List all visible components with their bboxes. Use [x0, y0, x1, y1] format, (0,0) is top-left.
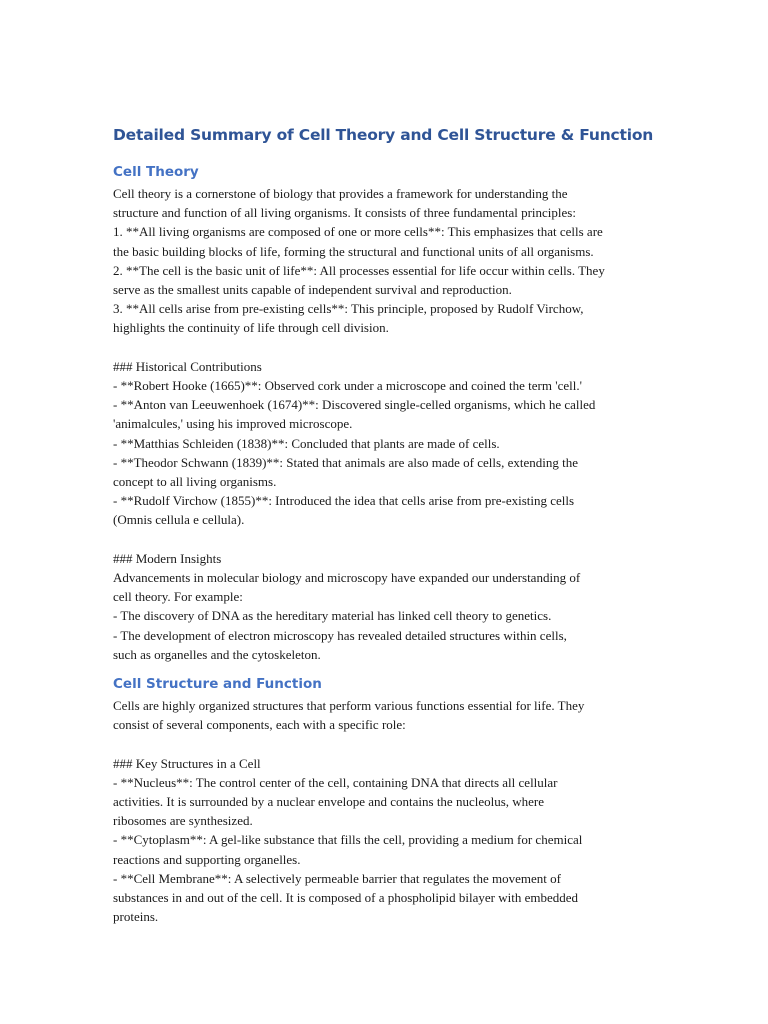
text-line: - **Matthias Schleiden (1838)**: Concluded that plants are made of cells.: [113, 435, 500, 451]
text-line: cell theory. For example:: [113, 589, 243, 605]
text-line: - **Nucleus**: The control center of the cell, containing DNA that directs all cellular: [113, 774, 558, 790]
section-heading-cell-structure: Cell Structure and Function: [113, 676, 322, 693]
text-line: such as organelles and the cytoskeleton.: [113, 646, 321, 662]
text-line: - **Theodor Schwann (1839)**: Stated that animals are also made of cells, extending the: [113, 454, 578, 470]
text-line: 'animalcules,' using his improved microscope.: [113, 416, 353, 432]
blank-line: [113, 338, 658, 357]
text-line: ### Modern Insights: [113, 550, 222, 566]
text-line: - The development of electron microscopy has revealed detailed structures within cells,: [113, 627, 567, 643]
text-line: - **Robert Hooke (1665)**: Observed cork under a microscope and coined the term 'cell.': [113, 378, 582, 394]
text-line: Cell theory is a cornerstone of biology that provides a framework for understanding the: [113, 186, 568, 201]
text-line: - **Rudolf Virchow (1855)**: Introduced the idea that cells arise from pre-existing cells: [113, 493, 575, 509]
document-body: [113, 124, 658, 926]
text-line: consist of several components, each with a specific role:: [113, 717, 406, 733]
section-heading-cell-theory: Cell Theory: [113, 164, 199, 180]
text-line: concept to all living organisms.: [113, 474, 277, 490]
document-title: Detailed Summary of Cell Theory and Cell Structure & Function: [113, 126, 654, 144]
text-line: - **Cell Membrane**: A selectively permeable barrier that regulates the movement of: [113, 870, 561, 886]
blank-line: [113, 734, 658, 753]
section-body-cell-theory: [113, 184, 658, 664]
text-line: activities. It is surrounded by a nuclear envelope and contains the nucleolus, where: [113, 794, 545, 810]
text-line: 3. **All cells arise from pre-existing cells**: This principle, proposed by Rudolf Virchow,: [113, 301, 584, 317]
text-line: structure and function of all living organisms. It consists of three fundamental principles:: [113, 205, 576, 221]
text-line: proteins.: [113, 909, 159, 925]
text-line: substances in and out of the cell. It is composed of a phospholipid bilayer with embedded: [113, 890, 579, 906]
text-line: (Omnis cellula e cellula).: [113, 512, 245, 528]
text-line: Cells are highly organized structures that perform various functions essential for life. They: [113, 698, 585, 714]
text-line: ### Historical Contributions: [113, 358, 262, 374]
blank-line: [113, 530, 658, 549]
text-line: - **Cytoplasm**: A gel-like substance that fills the cell, providing a medium for chemical: [113, 832, 583, 848]
text-line: 2. **The cell is the basic unit of life**: All processes essential for life occur within cells. They: [113, 262, 605, 278]
text-line: reactions and supporting organelles.: [113, 851, 301, 867]
text-line: Advancements in molecular biology and microscopy have expanded our understanding of: [113, 570, 581, 586]
text-line: 1. **All living organisms are composed of one or more cells**: This emphasizes that cells are: [113, 224, 603, 240]
text-line: - The discovery of DNA as the hereditary material has linked cell theory to genetics.: [113, 608, 552, 624]
text-line: the basic building blocks of life, forming the structural and functional units of all organisms.: [113, 243, 594, 259]
text-line: - **Anton van Leeuwenhoek (1674)**: Discovered single-celled organisms, which he called: [113, 397, 596, 413]
text-line: highlights the continuity of life through cell division.: [113, 320, 389, 336]
text-line: serve as the smallest units capable of independent survival and reproduction.: [113, 282, 512, 298]
text-line: ### Key Structures in a Cell: [113, 755, 261, 771]
section-body-cell-structure: [113, 696, 658, 926]
text-line: ribosomes are synthesized.: [113, 813, 253, 829]
